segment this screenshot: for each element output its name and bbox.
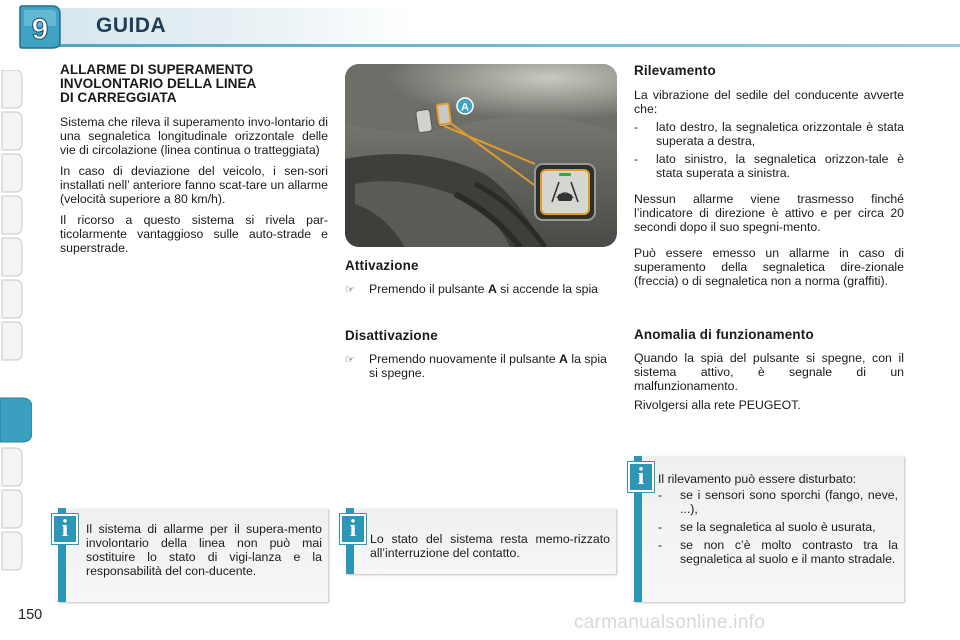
button-a-marker: A	[461, 101, 469, 114]
detection-item-text: lato sinistro, la segnaletica orizzon-tale è stata superata a sinistra.	[656, 152, 904, 180]
chapter-number: 9	[31, 13, 49, 46]
pointing-hand-icon: ☞	[345, 354, 355, 366]
detection-item	[634, 152, 904, 180]
deactivation-section	[345, 328, 617, 380]
section-title	[60, 63, 328, 105]
malfunction-title: Anomalia di funzionamento	[634, 327, 814, 342]
dash-marker: -	[634, 152, 639, 166]
info-icon: i	[52, 514, 78, 544]
info-box-memory	[346, 508, 616, 574]
button-reference: A	[487, 282, 497, 296]
dealer-paragraph: Rivolgersi alla rete PEUGEOT.	[634, 398, 801, 412]
deactivation-text-start: Premendo nuovamente il pulsante	[369, 352, 560, 366]
deactivation-text	[369, 352, 617, 380]
activation-title: Attivazione	[345, 258, 419, 273]
detection-section	[634, 63, 904, 288]
dashboard-button-photo	[345, 64, 617, 247]
button-reference: A	[559, 352, 568, 366]
info-box-disturbance	[634, 456, 904, 602]
section-title-line: DI CARREGGIATA	[60, 90, 177, 105]
no-alarm-paragraph: Nessun allarme viene trasmesso finché l’indicatore di direzione è attivo e per circa 20 secondi dopo il suo spegni-mento.	[634, 192, 904, 234]
deviation-paragraph: In caso di deviazione del veicolo, i sen-sori installati nell’ anteriore fanno scat-tare un allarme (velocità superiore a 80 km/h).	[60, 164, 328, 206]
intro-paragraph: Sistema che rileva il superamento invo-lontario di una segnaletica longitudinale orizzontale delle vie di circolazione (linea continua o tratteggiata)	[60, 115, 328, 157]
dash-marker: -	[658, 538, 663, 552]
lane-departure-section	[60, 63, 328, 255]
info-icon: i	[340, 514, 366, 544]
pointing-hand-icon: ☞	[345, 284, 355, 296]
info-box-warning	[58, 508, 328, 602]
activation-section	[345, 258, 617, 296]
activation-text-end: si accende la spia	[496, 282, 599, 296]
info-box-intro: Il rilevamento può essere disturbato:	[658, 472, 857, 486]
deactivation-text-end: la spia si spegne.	[369, 352, 607, 380]
disturbance-item	[658, 538, 898, 566]
disturbance-item-text: se i sensori sono sporchi (fango, neve, ...),	[680, 488, 898, 516]
disturbance-item-text: se la segnaletica al suolo è usurata,	[680, 520, 876, 534]
malfunction-paragraph: Quando la spia del pulsante si spegne, con il sistema attivo, è segnale di un malfunzionamento.	[634, 351, 904, 393]
alarm-paragraph: Può essere emesso un allarme in caso di superamento della segnaletica dire-zionale (freccia) o di segnaletica non a norma (graffiti).	[634, 246, 904, 288]
disturbance-item-text: se non c’è molto contrasto tra la segnaletica al suolo e il manto stradale.	[680, 538, 898, 566]
activation-text	[369, 282, 617, 296]
disturbance-item	[658, 488, 898, 516]
info-box-text: Lo stato del sistema resta memo-rizzato all’interruzione del contatto.	[370, 532, 610, 560]
chapter-number-badge	[18, 4, 62, 50]
dash-marker: -	[658, 488, 663, 502]
chapter-title: GUIDA	[96, 14, 167, 37]
page-number: 150	[18, 607, 43, 623]
watermark: carmanualsonline.info	[574, 612, 766, 633]
section-title-line: INVOLONTARIO DELLA LINEA	[60, 76, 257, 91]
info-icon: i	[628, 462, 654, 492]
detection-intro: La vibrazione del sedile del conducente avverte che:	[634, 88, 904, 116]
header-rule	[54, 44, 960, 47]
activation-item	[345, 282, 617, 296]
detection-item	[634, 120, 904, 148]
detection-item-text: lato destro, la segnaletica orizzontale è stata superata a destra,	[656, 120, 904, 148]
usage-paragraph: Il ricorso a questo sistema si rivela par-ticolarmente vantaggioso sulle auto-strade e superstrade.	[60, 213, 328, 255]
dash-marker: -	[658, 520, 663, 534]
deactivation-title: Disattivazione	[345, 328, 438, 343]
detection-title: Rilevamento	[634, 63, 716, 78]
info-box-content	[658, 472, 898, 566]
info-box-text: Il sistema di allarme per il supera-mento involontario della linea non può mai sostituire lo stato di vigi-lanza e la responsabilità del con-ducente.	[86, 522, 322, 578]
dashboard-illustration	[345, 64, 617, 247]
dash-marker: -	[634, 120, 639, 134]
section-title-line: ALLARME DI SUPERAMENTO	[60, 62, 254, 77]
malfunction-section	[634, 327, 904, 412]
activation-text-start: Premendo il pulsante	[369, 282, 488, 296]
deactivation-item	[345, 352, 617, 380]
chapter-side-tabs	[0, 70, 32, 580]
disturbance-item	[658, 520, 898, 534]
